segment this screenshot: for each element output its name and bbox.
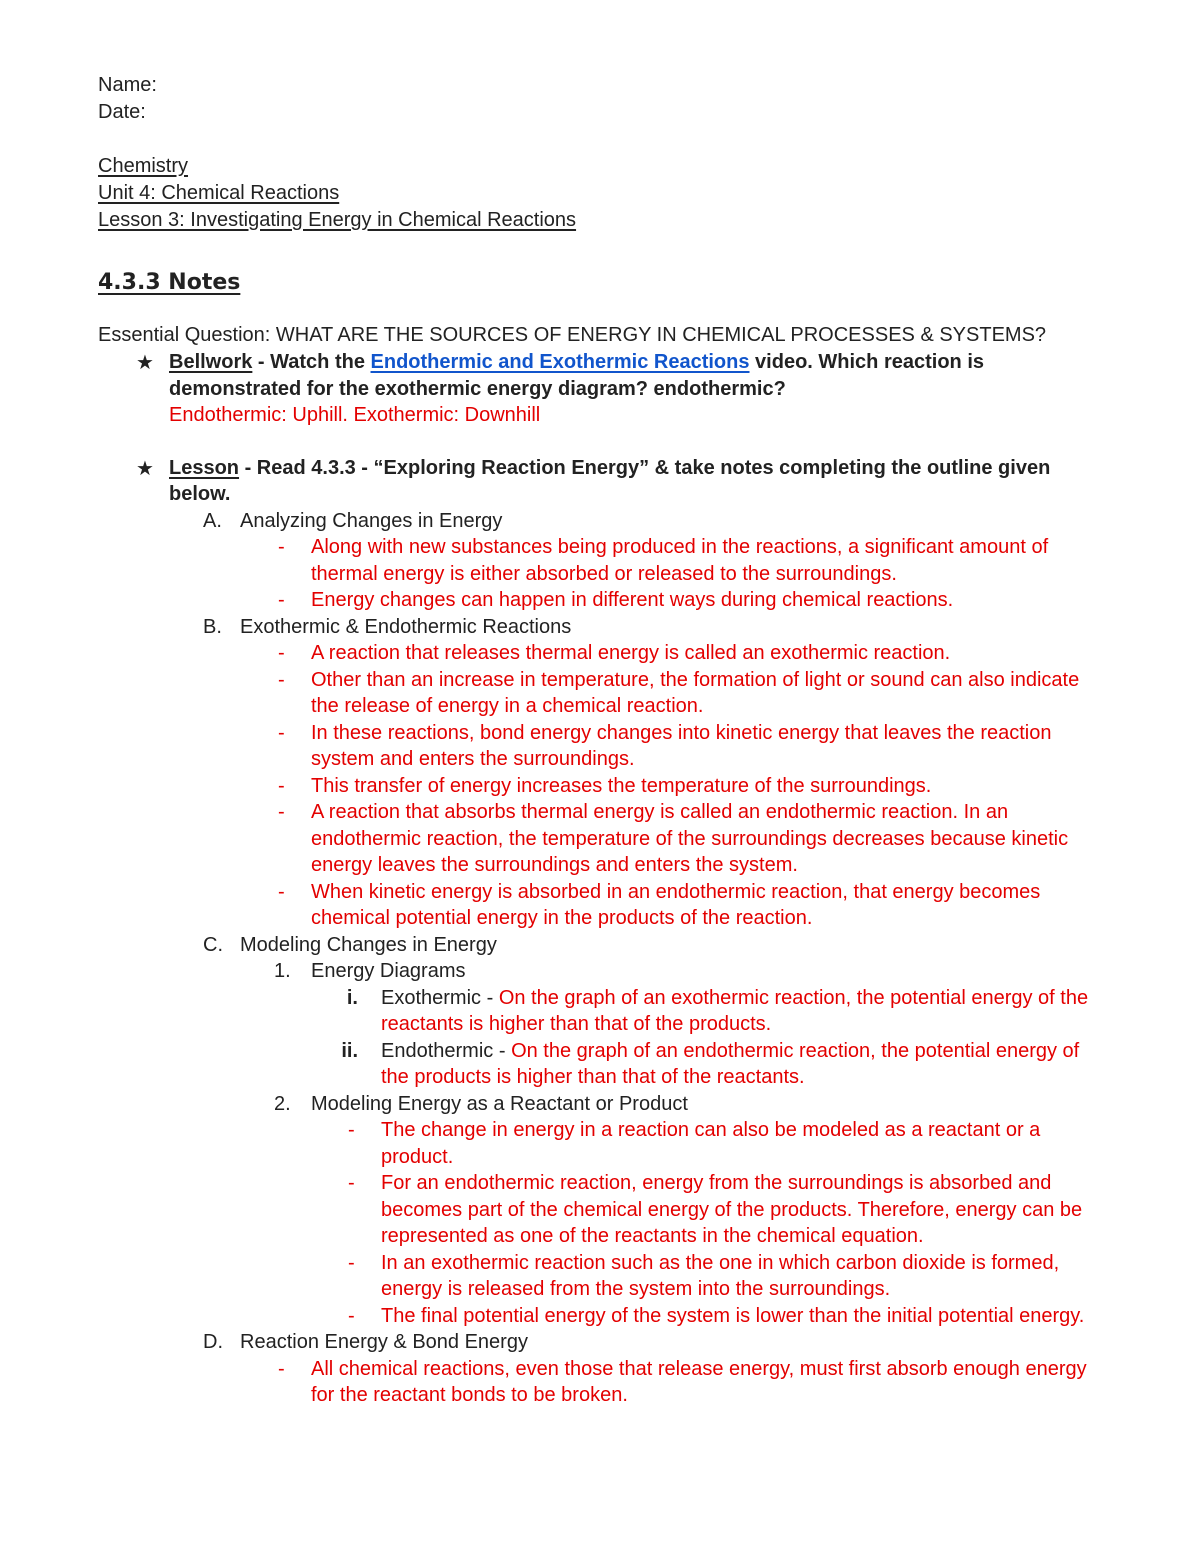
dash-marker: -: [278, 721, 285, 744]
list-item: - In these reactions, bond energy changes into kinetic energy that leaves the reaction system and enters the surroundings.: [278, 721, 1052, 770]
lesson-instructions: - Read 4.3.3 - “Exploring Reaction Energy” & take notes completing the outline given below.: [169, 456, 1051, 505]
list-item: ii. Endothermic - On the graph of an endothermic reaction, the potential energy of the products is higher than that of the reactants.: [98, 1038, 1108, 1091]
number-marker: 1.: [274, 960, 291, 982]
course-title: Chemistry: [98, 155, 189, 177]
dash-marker: -: [278, 642, 285, 664]
bellwork-answer: Endothermic: Uphill. Exothermic: Downhill: [169, 404, 541, 426]
section-marker: D.: [203, 1331, 223, 1353]
dash-marker: -: [278, 668, 285, 691]
number-marker: 2.: [274, 1092, 291, 1115]
list-item: - A reaction that releases thermal energy is called an exothermic reaction.: [98, 640, 1108, 667]
list-item: - This transfer of energy increases the temperature of the surroundings.: [98, 773, 1108, 800]
section-marker: C.: [203, 933, 223, 956]
section-b: [98, 614, 1108, 641]
item-label: Exothermic: [381, 986, 482, 1009]
section-heading: Modeling Changes in Energy: [240, 933, 497, 956]
item-label: Endothermic: [381, 1039, 494, 1062]
list-item: - The final potential energy of the system is lower than the initial potential energy.: [98, 1303, 1108, 1330]
bellwork-text-before: - Watch the: [252, 351, 371, 373]
list-item: - For an endothermic reaction, energy from the surroundings is absorbed and becomes part of the chemical energy of the products. Therefore, energy can be represented as one of the reactants in the chemical equation.: [348, 1172, 1083, 1247]
star-icon: ★: [136, 350, 154, 374]
essential-question: Essential Question: WHAT ARE THE SOURCES OF ENERGY IN CHEMICAL PROCESSES & SYSTEMS?: [98, 324, 1047, 346]
subsection-energy-diagrams: [98, 958, 1108, 985]
unit-title: Unit 4: Chemical Reactions: [98, 182, 340, 204]
lesson-label: Lesson: [169, 456, 240, 479]
list-item: - All chemical reactions, even those that release energy, must first absorb enough energy for the reactant bonds to be broken.: [278, 1357, 1087, 1406]
list-item: - In an exothermic reaction such as the one in which carbon dioxide is formed, energy is released from the system into the surroundings.: [348, 1251, 1060, 1300]
list-item: - A reaction that absorbs thermal energy is called an endothermic reaction. In an endothermic reaction, the temperature of the surroundings decreases because kinetic energy leaves the surroundings and enters the system.: [278, 801, 1069, 876]
dash-marker: -: [348, 1172, 355, 1194]
notes-title: 4.3.3 Notes: [98, 270, 241, 295]
lesson-title: Lesson 3: Investigating Energy in Chemical Reactions: [98, 209, 577, 231]
section-heading: Exothermic & Endothermic Reactions: [240, 615, 572, 638]
section-d: [98, 1329, 1108, 1356]
date-label: Date:: [98, 101, 146, 123]
subsection-heading: Energy Diagrams: [311, 960, 466, 982]
section-heading: Reaction Energy & Bond Energy: [240, 1331, 528, 1353]
list-item: - When kinetic energy is absorbed in an endothermic reaction, that energy becomes chemical potential energy in the products of the reaction.: [278, 880, 1041, 929]
roman-marker: i.: [346, 986, 358, 1009]
bellwork-label: Bellwork: [169, 351, 253, 373]
section-a: [98, 508, 1108, 535]
dash-marker: -: [278, 589, 285, 611]
video-link[interactable]: Endothermic and Exothermic Reactions: [370, 351, 750, 373]
list-item: - Along with new substances being produced in the reactions, a significant amount of thermal energy is either absorbed or released to the surroundings.: [278, 536, 1049, 585]
list-item: i. Exothermic - On the graph of an exothermic reaction, the potential energy of the reactants is higher than that of the products.: [98, 985, 1108, 1038]
list-item: - Other than an increase in temperature, the formation of light or sound can also indicate the release of energy in a chemical reaction.: [278, 668, 1080, 717]
subsection-heading: Modeling Energy as a Reactant or Product: [311, 1092, 688, 1115]
section-marker: A.: [203, 509, 222, 532]
section-marker: B.: [203, 615, 222, 638]
name-label: Name:: [98, 74, 157, 96]
dash-marker: -: [348, 1304, 355, 1327]
dash-marker: -: [278, 1357, 285, 1380]
section-heading: Analyzing Changes in Energy: [240, 509, 503, 532]
subsection-modeling-energy: [98, 1091, 1108, 1118]
dash-marker: -: [278, 880, 285, 903]
dash-marker: -: [348, 1119, 355, 1141]
document-page: [98, 72, 1108, 1409]
section-c: [98, 932, 1108, 959]
bellwork-item: [98, 349, 1108, 429]
bellwork-text-after: video. Which reaction is demonstrated for the exothermic energy diagram? endothermic?: [169, 351, 984, 400]
dash-marker: -: [278, 774, 285, 797]
roman-marker: ii.: [341, 1039, 358, 1062]
star-icon: ★: [136, 455, 154, 480]
list-item: - Energy changes can happen in different ways during chemical reactions.: [98, 587, 1108, 614]
list-item: - The change in energy in a reaction can also be modeled as a reactant or a product.: [348, 1119, 1041, 1168]
dash-marker: -: [278, 536, 285, 558]
dash-marker: -: [278, 801, 285, 823]
lesson-item: [98, 455, 1108, 508]
dash-marker: -: [348, 1251, 355, 1274]
